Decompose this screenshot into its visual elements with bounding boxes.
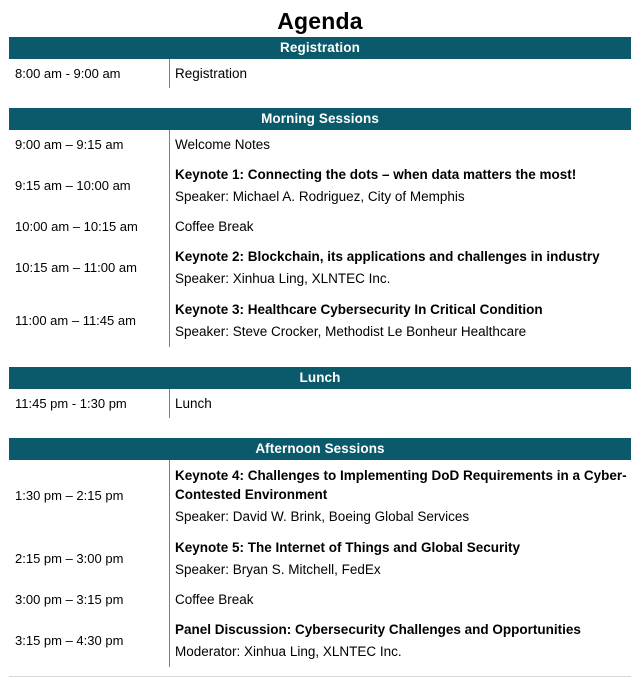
table-row: [9, 460, 631, 532]
row-description: [169, 130, 631, 159]
row-time: 9:15 am – 10:00 am: [15, 177, 131, 193]
row-speaker: Speaker: Steve Crocker, Methodist Le Bonheur Healthcare: [175, 324, 527, 339]
row-title: Keynote 5: The Internet of Things and Global Security: [175, 540, 521, 555]
row-time: 2:15 pm – 3:00 pm: [15, 550, 124, 566]
table-row: [9, 614, 631, 667]
agenda-table: [9, 37, 631, 676]
section-heading: Registration: [9, 37, 631, 59]
row-title: Coffee Break: [175, 592, 254, 607]
table-row: [9, 532, 631, 585]
table-row: [9, 294, 631, 347]
table-row: [9, 389, 631, 418]
row-time: 8:00 am - 9:00 am: [15, 65, 121, 81]
section-rows: [9, 59, 631, 88]
row-title: Coffee Break: [175, 219, 254, 234]
row-title: Lunch: [175, 396, 212, 411]
row-title: Panel Discussion: Cybersecurity Challenges and Opportunities: [175, 622, 581, 637]
table-row: [9, 241, 631, 294]
section-spacer: [9, 356, 631, 367]
row-title: Keynote 2: Blockchain, its applications and challenges in industry: [175, 249, 600, 264]
row-time: 9:00 am – 9:15 am: [15, 136, 124, 152]
row-title: Keynote 1: Connecting the dots – when data matters the most!: [175, 167, 577, 182]
row-description: [169, 532, 631, 585]
section-tail-spacer: [9, 347, 631, 356]
row-time: 10:00 am – 10:15 am: [15, 218, 138, 234]
row-title: Keynote 4: Challenges to Implementing DoD Requirements in a Cyber-Contested Environment: [175, 468, 627, 502]
page-title: Agenda: [277, 8, 363, 34]
row-speaker: Speaker: Bryan S. Mitchell, FedEx: [175, 562, 381, 577]
agenda-page: [0, 5, 640, 676]
row-description: [169, 294, 631, 347]
section-rows: [9, 389, 631, 418]
row-speaker: Speaker: Michael A. Rodriguez, City of Memphis: [175, 189, 465, 204]
row-speaker: Speaker: Xinhua Ling, XLNTEC Inc.: [175, 271, 391, 286]
row-time: 10:15 am – 11:00 am: [15, 259, 137, 275]
section-tail-spacer: [9, 418, 631, 427]
row-description: [169, 159, 631, 212]
table-row: [9, 585, 631, 614]
section-tail-spacer: [9, 88, 631, 97]
row-speaker: Moderator: Xinhua Ling, XLNTEC Inc.: [175, 644, 402, 659]
row-time: 3:00 pm – 3:15 pm: [15, 591, 124, 607]
row-description: [169, 212, 631, 241]
row-time: 11:45 pm - 1:30 pm: [15, 395, 127, 411]
table-row: [9, 130, 631, 159]
row-description: [169, 614, 631, 667]
section-tail-spacer: [9, 667, 631, 676]
table-row: [9, 59, 631, 88]
section-spacer: [9, 97, 631, 108]
section-rows: [9, 460, 631, 667]
row-description: [169, 59, 631, 88]
row-title: Registration: [175, 66, 248, 81]
row-time: 1:30 pm – 2:15 pm: [15, 488, 124, 503]
section-heading: Lunch: [9, 367, 631, 389]
table-row: [9, 212, 631, 241]
table-row: [9, 159, 631, 212]
row-time: 11:00 am – 11:45 am: [15, 312, 136, 328]
section-rows: [9, 130, 631, 347]
section-spacer: [9, 427, 631, 438]
row-description: [169, 389, 631, 418]
row-description: [169, 460, 631, 532]
agenda-sections: [9, 37, 631, 676]
section-heading: Afternoon Sessions: [9, 438, 631, 460]
row-time: 3:15 pm – 4:30 pm: [15, 632, 124, 648]
section-heading: Morning Sessions: [9, 108, 631, 130]
row-title: Keynote 3: Healthcare Cybersecurity In Critical Condition: [175, 302, 543, 317]
row-description: [169, 585, 631, 614]
row-speaker: Speaker: David W. Brink, Boeing Global Services: [175, 509, 470, 524]
row-title: Welcome Notes: [175, 137, 271, 152]
row-description: [169, 241, 631, 294]
